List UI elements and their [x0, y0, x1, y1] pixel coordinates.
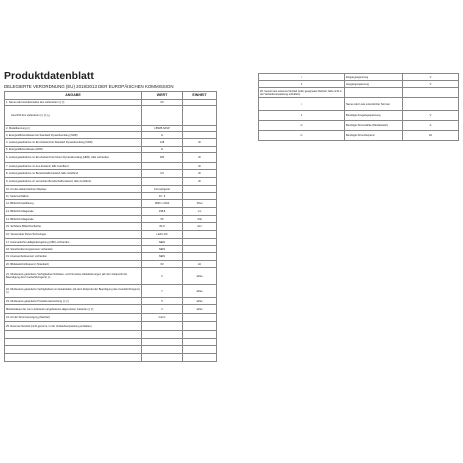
column-header-value: WERT	[142, 92, 183, 100]
power-supply-table	[258, 73, 459, 141]
row-label: 1. Name oder Handelsmarke des Lieferanten (¹) (²)	[5, 100, 142, 106]
row-value: NEIN	[142, 253, 183, 261]
row-value: 55	[142, 216, 183, 223]
table-row	[5, 208, 217, 216]
row-unit: Hz	[183, 261, 217, 268]
table-row	[5, 305, 217, 314]
row-label: ii	[259, 111, 345, 121]
row-label: 19. Anwesenheitssensor vorhanden	[5, 253, 142, 261]
row-unit	[183, 314, 217, 322]
row-label: 14. Bildschirmdiagonale	[5, 216, 142, 223]
table-row	[5, 216, 217, 223]
row-unit	[183, 246, 217, 253]
table-row	[259, 98, 459, 111]
row-value	[142, 339, 183, 346]
table-row	[5, 200, 217, 208]
row-unit	[183, 106, 217, 126]
row-value: 148	[142, 139, 183, 147]
row-unit: A	[403, 121, 459, 131]
row-unit	[183, 239, 217, 246]
row-unit	[183, 339, 217, 346]
row-label: 22. Mindestens garantierte Verfügbarkeit von Ersatzteilen (ab dem Zeitpunkt der Beendigung des Inverkehrbringens) (¹)	[5, 285, 142, 298]
table-row	[5, 231, 217, 239]
table-row	[5, 223, 217, 231]
row-label: 12. Bildschirmauflösung	[5, 200, 142, 208]
row-label: 18. Spracherkennungssensor vorhanden	[5, 246, 142, 253]
row-unit	[183, 186, 217, 193]
row-unit: W	[183, 163, 217, 170]
row-value	[142, 178, 183, 186]
row-value: NEIN	[142, 239, 183, 246]
table-row	[259, 81, 459, 88]
table-row	[259, 121, 459, 131]
table-row	[5, 163, 217, 170]
row-label: ii	[259, 81, 345, 88]
row-label: i	[259, 98, 345, 111]
row-unit	[183, 354, 217, 362]
row-unit: Pixel	[183, 200, 217, 208]
row-value	[142, 106, 183, 126]
row-value	[142, 322, 183, 331]
row-label: 7. Leistungsaufnahme im Aus-Zustand, falls zutreffend	[5, 163, 142, 170]
regulation-subtitle: DELEGIERTE VERORDNUNG (EU) 2019/2013 DER EUROPÄISCHEN KOMMISSION	[4, 84, 174, 89]
row-description: Eingangsspannung	[345, 74, 403, 81]
row-label	[5, 339, 142, 346]
row-label	[5, 354, 142, 362]
table-row	[5, 331, 217, 339]
row-value: MI	[142, 100, 183, 106]
row-unit: cm	[183, 208, 217, 216]
row-unit	[183, 193, 217, 200]
row-label: 11. Seitenverhältnis	[5, 193, 142, 200]
row-label: 13. Bildschirmdiagonale	[5, 208, 142, 216]
row-unit: V	[403, 111, 459, 121]
row-value: G	[142, 132, 183, 139]
table-row	[5, 339, 217, 346]
row-value: Fernsehgerät	[142, 186, 183, 193]
row-label: 8. Leistungsaufnahme im Bereitschaftszustand, falls zutreffend	[5, 170, 142, 178]
row-value: NEIN	[142, 246, 183, 253]
table-row	[259, 111, 459, 121]
row-label: 16. Verwendete Panel-Technologie	[5, 231, 142, 239]
row-description: Ausgangsspannung	[345, 81, 403, 88]
row-value: 0,5	[142, 170, 183, 178]
row-value	[142, 163, 183, 170]
table-row	[5, 285, 217, 298]
row-value	[142, 331, 183, 339]
row-label: 3. Energieeffizienzklasse bei Standard Dynamikumfang (SDR)	[5, 132, 142, 139]
row-value: G	[142, 147, 183, 153]
row-label: 9. Leistungsaufnahme im vernetzten Bereitschaftszustand, falls zutreffend	[5, 178, 142, 186]
table-row	[5, 246, 217, 253]
table-row	[5, 298, 217, 305]
row-unit	[183, 231, 217, 239]
row-label: 26. Genormtes externes Netzteil (oder geeignetes Netzteil, falls nicht in der Verkaufsverpackung enthalten)	[259, 88, 345, 98]
table-row	[5, 178, 217, 186]
table-row	[5, 322, 217, 331]
row-value: 82,9	[142, 223, 183, 231]
row-unit: W	[183, 153, 217, 163]
row-value: 16 : 9	[142, 193, 183, 200]
table-row	[259, 74, 459, 81]
row-label: 25. Externes Netzteil (nicht genormt, in der Verkaufsverpackung enthalten)	[5, 322, 142, 331]
row-value	[142, 354, 183, 362]
row-description	[345, 88, 403, 98]
row-unit: Jahre	[183, 298, 217, 305]
table-row	[5, 314, 217, 322]
table-row	[5, 132, 217, 139]
row-label	[5, 331, 142, 339]
column-header-label: ANGABE	[5, 92, 142, 100]
row-unit: W	[183, 178, 217, 186]
row-unit: W	[183, 170, 217, 178]
table-row	[5, 354, 217, 362]
row-unit: Jahre	[183, 268, 217, 285]
table-row	[5, 170, 217, 178]
row-label: 24. Art der Stromversorgung (Netzteil)	[5, 314, 142, 322]
row-label	[5, 346, 142, 354]
row-unit	[183, 331, 217, 339]
row-label: 20. Bildwiederholfrequenz (Standard)	[5, 261, 142, 268]
row-label: 5. Energieeffizienzklasse (HDR)	[5, 147, 142, 153]
row-label: Anschrift des Lieferanten (¹) (²) (₂)	[5, 106, 142, 126]
row-unit	[183, 346, 217, 354]
datasheet-table	[4, 91, 217, 362]
row-unit: Zoll	[183, 216, 217, 223]
row-label: 2. Modellkennung (¹)	[5, 126, 142, 132]
row-unit	[403, 88, 459, 98]
row-unit: W	[183, 139, 217, 147]
table-row	[259, 131, 459, 141]
row-value: Intern	[142, 314, 183, 322]
row-label: 10. Art des elektronischen Displays	[5, 186, 142, 193]
row-unit: Hz	[403, 131, 459, 141]
table-row	[259, 88, 459, 98]
row-unit: dm²	[183, 223, 217, 231]
column-header-unit: EINHEIT	[183, 92, 217, 100]
product-datasheet	[4, 70, 216, 362]
row-label: iii	[259, 121, 345, 131]
row-value: LED LCD	[142, 231, 183, 239]
row-description: Benötigte Ausgangsspannung	[345, 111, 403, 121]
row-label: 23. Mindestens garantierte Produktunterstützung (¹) (²)	[5, 298, 142, 305]
table-header-row	[5, 92, 217, 100]
table-row	[5, 139, 217, 147]
table-row	[5, 193, 217, 200]
row-label: iv	[259, 131, 345, 141]
table-row	[5, 239, 217, 246]
row-value	[142, 346, 183, 354]
row-description: Benötigte Stromfrequenz	[345, 131, 403, 141]
row-value: 180	[142, 153, 183, 163]
row-value: L55M5-5ASP	[142, 126, 183, 132]
table-row	[5, 106, 217, 126]
row-label: 17. Automatische Helligkeitsregelung (ABC) vorhanden	[5, 239, 142, 246]
row-value: 2	[142, 268, 183, 285]
row-unit	[183, 253, 217, 261]
row-unit	[183, 322, 217, 331]
row-value: 7	[142, 285, 183, 298]
table-row	[5, 268, 217, 285]
table-row	[5, 186, 217, 193]
row-unit	[403, 98, 459, 111]
row-label: Mindestdauer der vom Lieferanten angebotenen allgemeinen Garantie (¹) (²)	[5, 305, 142, 314]
row-label: 4. Leistungsaufnahme im Ein-Zustand bei Standard Dynamikumfang (SDR)	[5, 139, 142, 147]
row-unit: V	[403, 74, 459, 81]
row-description: Name oder Liste unterstützter Normen	[345, 98, 403, 111]
row-label: 21. Mindestens garantierte Verfügbarkeit Software- und Firmware-Aktualisierungen (ab dem Zeitpunkt der Beendigung des Inverkehrbringens) (¹)	[5, 268, 142, 285]
page-title: Produktdatenblatt	[4, 70, 94, 82]
row-unit: V	[403, 81, 459, 88]
row-label: 15. Sichtbare Bildschirmfläche	[5, 223, 142, 231]
row-label: 6. Leistungsaufnahme im Ein-Zustand bei hohem Dynamikumfang (HDR), falls vorhanden	[5, 153, 142, 163]
row-value: 138,8	[142, 208, 183, 216]
row-value: 60	[142, 261, 183, 268]
row-description: Benötigte Stromstärke (Mindestwert)	[345, 121, 403, 131]
row-value: 5	[142, 298, 183, 305]
table-row	[5, 261, 217, 268]
table-row	[5, 253, 217, 261]
table-row	[5, 346, 217, 354]
row-unit: Jahre	[183, 305, 217, 314]
row-label: i	[259, 74, 345, 81]
row-value: 2	[142, 305, 183, 314]
row-unit	[183, 132, 217, 139]
supplementary-table-container	[258, 73, 458, 141]
table-row	[5, 153, 217, 163]
row-unit: Jahre	[183, 285, 217, 298]
row-value: 3840 x 2160	[142, 200, 183, 208]
